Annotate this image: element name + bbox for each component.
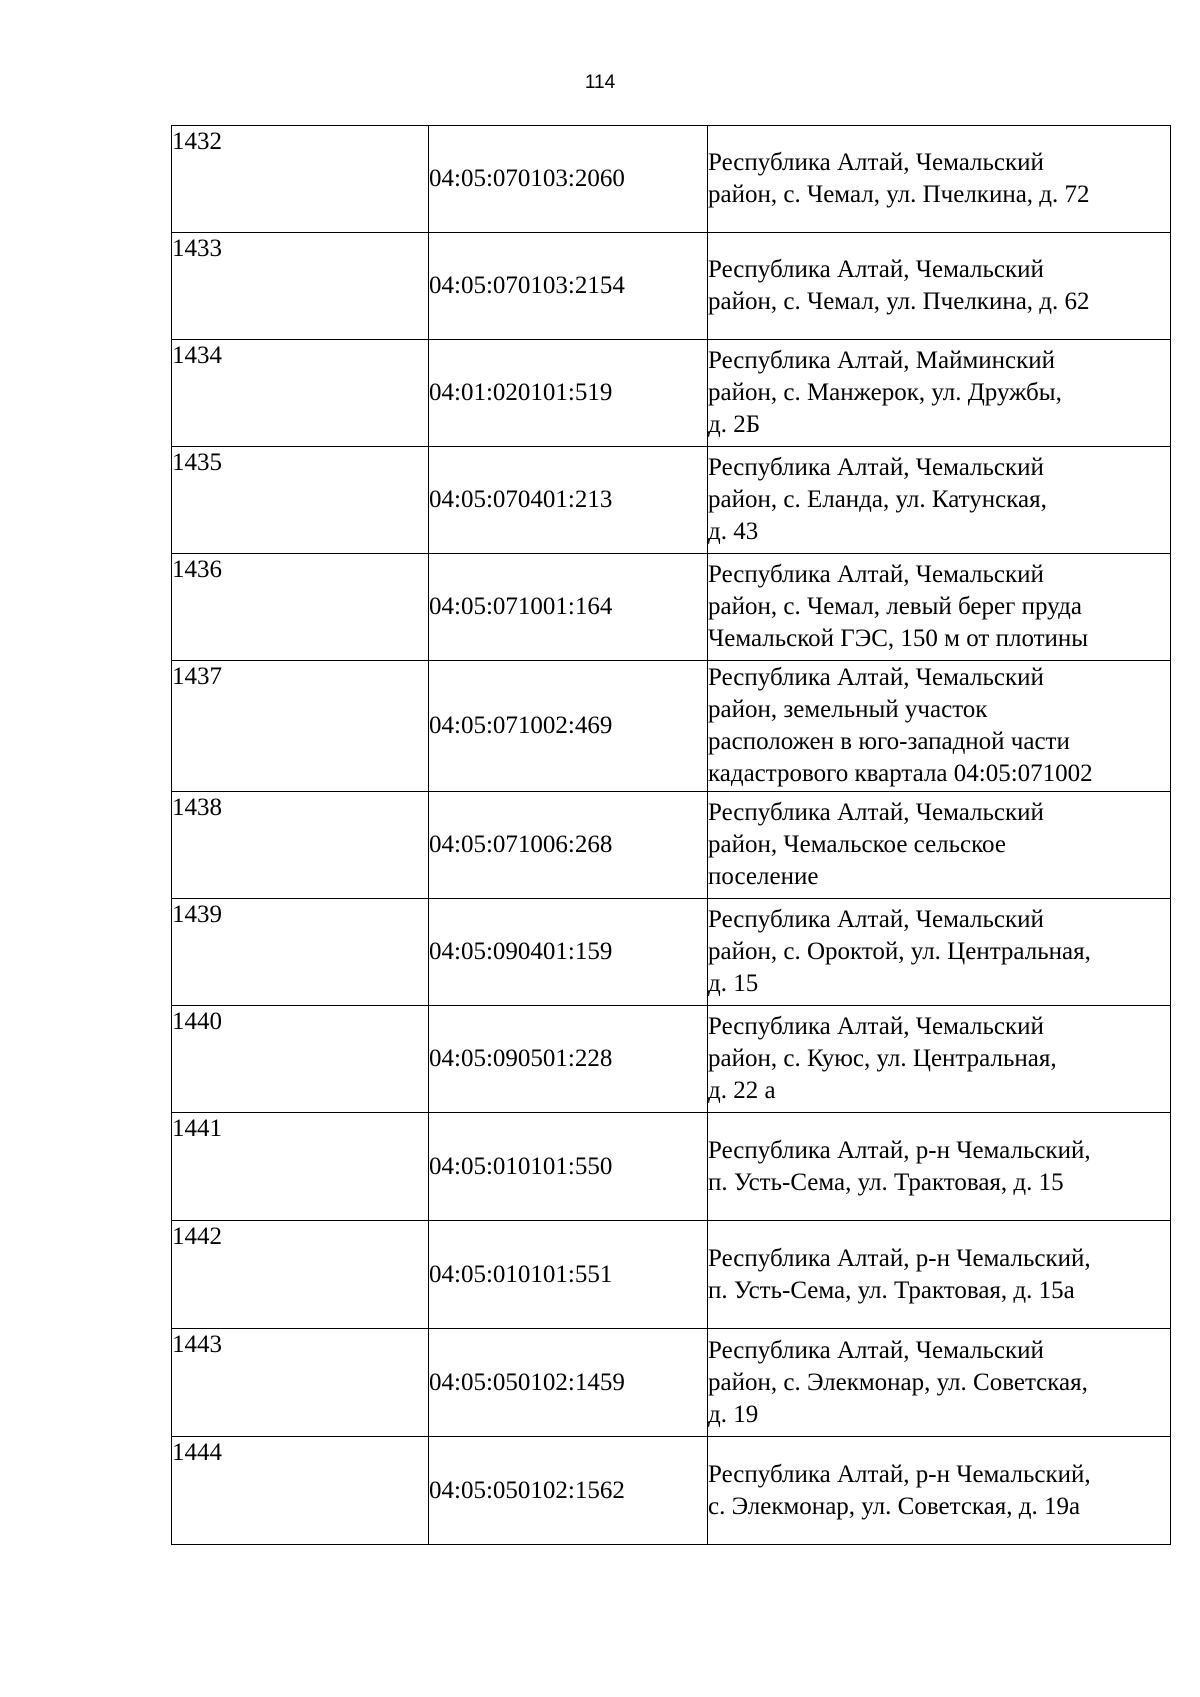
- table-row: [172, 233, 1171, 340]
- address-line: расположен в юго-западной части: [708, 728, 1070, 755]
- address-line: район, Чемальское сельское: [708, 831, 1006, 858]
- address-line: д. 15: [708, 970, 759, 997]
- table-row: [172, 792, 1171, 899]
- cadastral-number: 04:05:070103:2060: [429, 126, 708, 233]
- row-number: 1441: [172, 1113, 429, 1221]
- row-number: 1438: [172, 792, 429, 899]
- row-number: 1435: [172, 447, 429, 554]
- cadastral-number: 04:05:090401:159: [429, 899, 708, 1006]
- row-number: 1436: [172, 554, 429, 661]
- address-cell: [708, 1006, 1171, 1113]
- address-cell: [708, 1221, 1171, 1329]
- address-cell: [708, 1113, 1171, 1221]
- address-cell: [708, 792, 1171, 899]
- address-line: Республика Алтай, Чемальский: [708, 1013, 1044, 1040]
- address-line: Республика Алтай, Чемальский: [708, 906, 1044, 933]
- address-cell: [708, 233, 1171, 340]
- address-line: Республика Алтай, Чемальский: [708, 149, 1044, 176]
- row-number: 1444: [172, 1437, 429, 1545]
- table-row: [172, 1221, 1171, 1329]
- address-line: район, с. Манжерок, ул. Дружбы,: [708, 379, 1062, 406]
- row-number: 1433: [172, 233, 429, 340]
- address-line: Республика Алтай, Чемальский: [708, 454, 1044, 481]
- address-line: Республика Алтай, Чемальский: [708, 256, 1044, 283]
- row-number: 1440: [172, 1006, 429, 1113]
- address-line: Республика Алтай, Чемальский: [708, 664, 1044, 691]
- address-cell: [708, 340, 1171, 447]
- row-number: 1439: [172, 899, 429, 1006]
- address-cell: [708, 899, 1171, 1006]
- address-cell: [708, 1329, 1171, 1437]
- address-line: район, с. Чемал, левый берег пруда: [708, 593, 1082, 620]
- table-row: [172, 1006, 1171, 1113]
- row-number: 1432: [172, 126, 429, 233]
- cadastral-number: 04:05:050102:1562: [429, 1437, 708, 1545]
- property-table: [171, 125, 1171, 1545]
- address-line: Республика Алтай, Чемальский: [708, 799, 1044, 826]
- cadastral-number: 04:05:050102:1459: [429, 1329, 708, 1437]
- cadastral-number: 04:05:071002:469: [429, 661, 708, 792]
- table-row: [172, 1437, 1171, 1545]
- table-row: [172, 340, 1171, 447]
- cadastral-number: 04:05:010101:551: [429, 1221, 708, 1329]
- cadastral-number: 04:05:071001:164: [429, 554, 708, 661]
- cadastral-number: 04:05:070401:213: [429, 447, 708, 554]
- address-line: Республика Алтай, Майминский: [708, 347, 1056, 374]
- table-row: [172, 554, 1171, 661]
- table-row: [172, 661, 1171, 792]
- address-cell: [708, 661, 1171, 792]
- address-line: д. 2Б: [708, 411, 761, 438]
- row-number: 1434: [172, 340, 429, 447]
- address-line: район, земельный участок: [708, 696, 988, 723]
- row-number: 1442: [172, 1221, 429, 1329]
- table-row: [172, 126, 1171, 233]
- row-number: 1443: [172, 1329, 429, 1437]
- address-line: район, с. Чемал, ул. Пчелкина, д. 62: [708, 288, 1090, 315]
- address-line: район, с. Куюс, ул. Центральная,: [708, 1045, 1057, 1072]
- address-line: д. 22 а: [708, 1077, 776, 1104]
- address-line: район, с. Чемал, ул. Пчелкина, д. 72: [708, 181, 1090, 208]
- address-line: Республика Алтай, р-н Чемальский,: [708, 1244, 1091, 1272]
- address-line: кадастрового квартала 04:05:071002: [708, 760, 1093, 787]
- address-line: д. 43: [708, 518, 759, 545]
- address-cell: [708, 447, 1171, 554]
- cadastral-number: 04:05:071006:268: [429, 792, 708, 899]
- cadastral-number: 04:05:010101:550: [429, 1113, 708, 1221]
- address-line: Чемальской ГЭС, 150 м от плотины: [708, 625, 1089, 652]
- table-row: [172, 1329, 1171, 1437]
- address-line: Республика Алтай, Чемальский: [708, 561, 1044, 588]
- cadastral-number: 04:05:090501:228: [429, 1006, 708, 1113]
- table-row: [172, 1113, 1171, 1221]
- address-line: поселение: [708, 863, 819, 890]
- address-cell: [708, 554, 1171, 661]
- page-number: 114: [584, 72, 616, 93]
- cadastral-number: 04:01:020101:519: [429, 340, 708, 447]
- row-number: 1437: [172, 661, 429, 792]
- address-line: п. Усть-Сема, ул. Трактовая, д. 15: [708, 1168, 1064, 1196]
- address-line: с. Элекмонар, ул. Советская, д. 19а: [708, 1492, 1081, 1520]
- address-cell: [708, 126, 1171, 233]
- address-line: Республика Алтай, р-н Чемальский,: [708, 1136, 1091, 1164]
- address-line: район, с. Ороктой, ул. Центральная,: [708, 938, 1091, 965]
- address-line: д. 19: [708, 1400, 759, 1428]
- address-cell: [708, 1437, 1171, 1545]
- address-line: район, с. Элекмонар, ул. Советская,: [708, 1368, 1088, 1396]
- table-row: [172, 899, 1171, 1006]
- address-line: район, с. Еланда, ул. Катунская,: [708, 486, 1047, 513]
- address-line: Республика Алтай, Чемальский: [708, 1336, 1044, 1364]
- address-line: п. Усть-Сема, ул. Трактовая, д. 15а: [708, 1276, 1075, 1304]
- address-line: Республика Алтай, р-н Чемальский,: [708, 1460, 1091, 1488]
- table-row: [172, 447, 1171, 554]
- cadastral-number: 04:05:070103:2154: [429, 233, 708, 340]
